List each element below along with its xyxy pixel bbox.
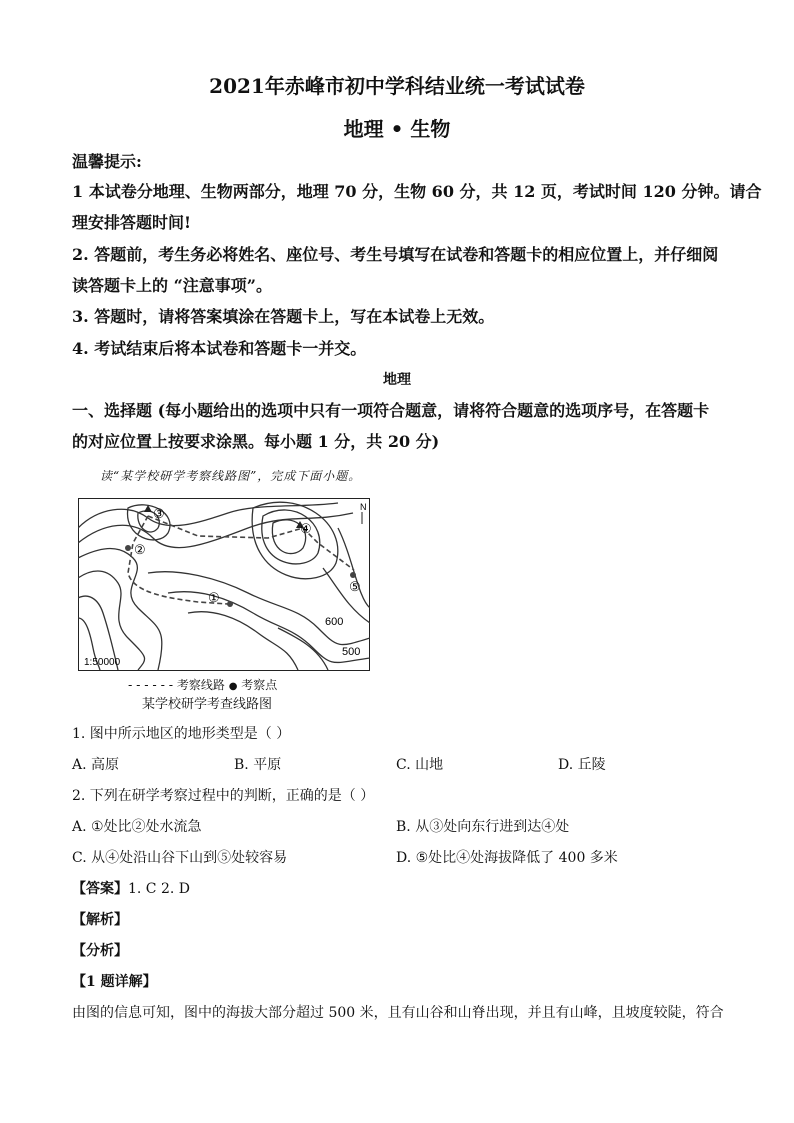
contour-label-600: 600	[325, 616, 344, 628]
contour-label-500: 500	[342, 646, 361, 658]
map-caption: 某学校研学考查线路图	[142, 697, 273, 712]
question-1-option-a: A. 高原	[72, 757, 120, 773]
map-label-2: ②	[134, 543, 146, 558]
answer-label: 【答案】	[72, 881, 128, 897]
notice-item-2-line-1: 2. 答题前，考生务必将姓名、座位号、考生号填写在试卷和答题卡的相应位置上，并仔细阅	[72, 245, 719, 264]
north-arrow-label: N	[360, 502, 367, 512]
route-legend-icon: - - - - - -	[128, 678, 174, 692]
point-legend-label: 考察点	[241, 678, 278, 692]
map-label-3: ③	[153, 507, 165, 522]
section-subject: 地理	[383, 372, 411, 388]
analysis-text: 由图的信息可知，图中的海拔大部分超过 500 米，且有山谷和山脊出现，并且有山峰，且坡度较陡，符合	[72, 1005, 724, 1021]
question-1-stem: 1. 图中所示地区的地形类型是（ ）	[72, 726, 291, 742]
question-1-option-d: D. 丘陵	[558, 757, 606, 773]
notice-item-3: 3. 答题时，请将答案填涂在答题卡上，写在本试卷上无效。	[72, 307, 495, 326]
contour-map	[78, 498, 370, 671]
map-label-4: ④	[300, 522, 312, 537]
map-legend	[128, 676, 277, 693]
route-legend-label: 考察线路	[176, 678, 225, 692]
question-2-option-a: A. ①处比②处水流急	[72, 819, 202, 835]
question-1-option-c: C. 山地	[396, 757, 444, 773]
analysis-fenxi: 【分析】	[72, 943, 128, 959]
point-1-dot	[227, 601, 233, 607]
map-label-1: ①	[208, 591, 220, 606]
notice-item-4: 4. 考试结束后将本试卷和答题卡一并交。	[72, 339, 367, 358]
question-2-option-d: D. ⑤处比④处海拔降低了 400 多米	[396, 850, 618, 866]
exam-subtitle: 地理 • 生物	[343, 117, 451, 141]
point-legend-icon: ●	[228, 681, 238, 692]
analysis-detail-1: 【1 题详解】	[72, 974, 157, 990]
question-2-option-c: C. 从④处沿山谷下山到⑤处较容易	[72, 850, 288, 866]
section-heading-line-1: 一、选择题 (每小题给出的选项中只有一项符合题意，请将符合题意的选项序号，在答题卡	[72, 401, 710, 420]
question-2-stem: 2. 下列在研学考察过程中的判断，正确的是（ ）	[72, 788, 375, 804]
question-2-option-b: B. 从③处向东行进到达④处	[396, 819, 570, 835]
question-1-option-b: B. 平原	[234, 757, 282, 773]
section-heading-line-2: 的对应位置上按要求涂黑。每小题 1 分，共 20 分)	[72, 432, 440, 451]
contour-map-svg	[78, 498, 370, 671]
notice-item-1-line-1: 1 本试卷分地理、生物两部分，地理 70 分，生物 60 分，共 12 页，考试时间 120 分钟。请合	[72, 182, 762, 201]
map-label-5: ⑤	[349, 580, 361, 595]
notice-item-1-line-2: 理安排答题时间!	[72, 213, 192, 232]
point-2-dot	[125, 545, 131, 551]
answer-value: 1. C 2. D	[128, 881, 191, 897]
notice-item-2-line-2: 读答题卡上的 “注意事项”。	[72, 276, 272, 295]
notice-heading: 温馨提示:	[72, 152, 142, 171]
section-intro: 读“某学校研学考察线路图”，完成下面小题。	[100, 469, 362, 483]
analysis-jiexi: 【解析】	[72, 912, 128, 928]
answer-line	[72, 879, 190, 899]
point-5-dot	[350, 572, 356, 578]
exam-title: 2021年赤峰市初中学科结业统一考试试卷	[209, 74, 585, 98]
map-scale: 1:50000	[84, 657, 121, 668]
